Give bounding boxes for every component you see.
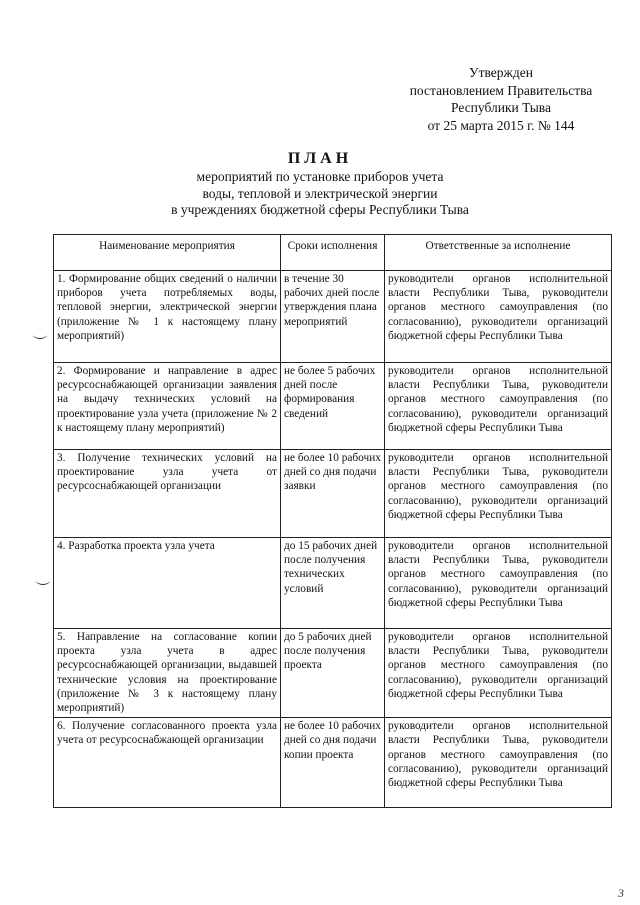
- cell-name: 1. Формирование общих сведений о наличии приборов учета потребляемых воды, тепловой энергии, электрической энергии (приложение № 1 к настоящему плану мероприятий): [54, 271, 281, 363]
- subtitle-line-2: воды, тепловой и электрической энергии: [202, 185, 438, 201]
- cell-responsible: руководители органов исполнительной власти Республики Тыва, руководители органов местного самоуправления (по согласованию), руководители организаций бюджетной сферы Республики Тыва: [385, 363, 612, 450]
- cell-responsible: руководители органов исполнительной власти Республики Тыва, руководители органов местного самоуправления (по согласованию), руководители организаций бюджетной сферы Республики Тыва: [385, 718, 612, 808]
- margin-binding-mark-icon: [33, 330, 47, 339]
- table-row: [54, 538, 612, 629]
- cell-term: не более 10 рабочих дней со дня подачи копии проекта: [281, 718, 385, 808]
- header-term: Сроки исполнения: [281, 235, 385, 271]
- margin-binding-mark-icon: [36, 576, 50, 585]
- subtitle-line-3: в учреждениях бюджетной сферы Республики Тыва: [171, 202, 469, 217]
- cell-term: до 5 рабочих дней после получения проекта: [281, 629, 385, 718]
- cell-name: 4. Разработка проекта узла учета: [54, 538, 281, 629]
- cell-term: не более 10 рабочих дней со дня подачи заявки: [281, 450, 385, 538]
- header-name: Наименование мероприятия: [54, 235, 281, 271]
- table-header-row: [54, 235, 612, 271]
- page-number: 3: [618, 886, 624, 900]
- cell-term: до 15 рабочих дней после получения технических условий: [281, 538, 385, 629]
- approval-line-4: от 25 марта 2015 г. № 144: [427, 117, 575, 133]
- approval-line-3: Республики Тыва: [451, 100, 551, 115]
- table-row: [54, 718, 612, 808]
- table-row: [54, 450, 612, 538]
- subtitle-line-1: мероприятий по установке приборов учета: [196, 169, 444, 184]
- cell-responsible: руководители органов исполнительной власти Республики Тыва, руководители органов местного самоуправления (по согласованию), руководители организаций бюджетной сферы Республики Тыва: [385, 629, 612, 718]
- plan-table: [53, 234, 612, 808]
- cell-name: 3. Получение технических условий на проектирование узла учета от ресурсоснабжающей организации: [54, 450, 281, 538]
- cell-name: 2. Формирование и направление в адрес ресурсоснабжающей организации заявления на выдачу технических условий на проектирование узла учета (приложение № 2 к настоящему плану мероприятий): [54, 363, 281, 450]
- cell-responsible: руководители органов исполнительной власти Республики Тыва, руководители органов местного самоуправления (по согласованию), руководители организаций бюджетной сферы Республики Тыва: [385, 271, 612, 363]
- document-subtitle: [0, 169, 640, 219]
- table-row: [54, 271, 612, 363]
- approval-line-2: постановлением Правительства: [409, 82, 593, 98]
- cell-term: в течение 30 рабочих дней после утверждения плана мероприятий: [281, 271, 385, 363]
- cell-term: не более 5 рабочих дней после формирования сведений: [281, 363, 385, 450]
- cell-name: 5. Направление на согласование копии проекта узла учета в адрес ресурсоснабжающей организации, выдавшей технические условия на проектирование (приложение № 3 к настоящему плану мероприятий): [54, 629, 281, 718]
- header-responsible: Ответственные за исполнение: [385, 235, 612, 271]
- approval-stamp: [386, 64, 616, 134]
- approval-line-1: Утвержден: [469, 65, 533, 80]
- cell-name: 6. Получение согласованного проекта узла учета от ресурсоснабжающей организации: [54, 718, 281, 808]
- document-title: ПЛАН: [287, 150, 353, 167]
- cell-responsible: руководители органов исполнительной власти Республики Тыва, руководители органов местного самоуправления (по согласованию), руководители организаций бюджетной сферы Республики Тыва: [385, 450, 612, 538]
- table-row: [54, 363, 612, 450]
- cell-responsible: руководители органов исполнительной власти Республики Тыва, руководители органов местного самоуправления (по согласованию), руководители организаций бюджетной сферы Республики Тыва: [385, 538, 612, 629]
- table-row: [54, 629, 612, 718]
